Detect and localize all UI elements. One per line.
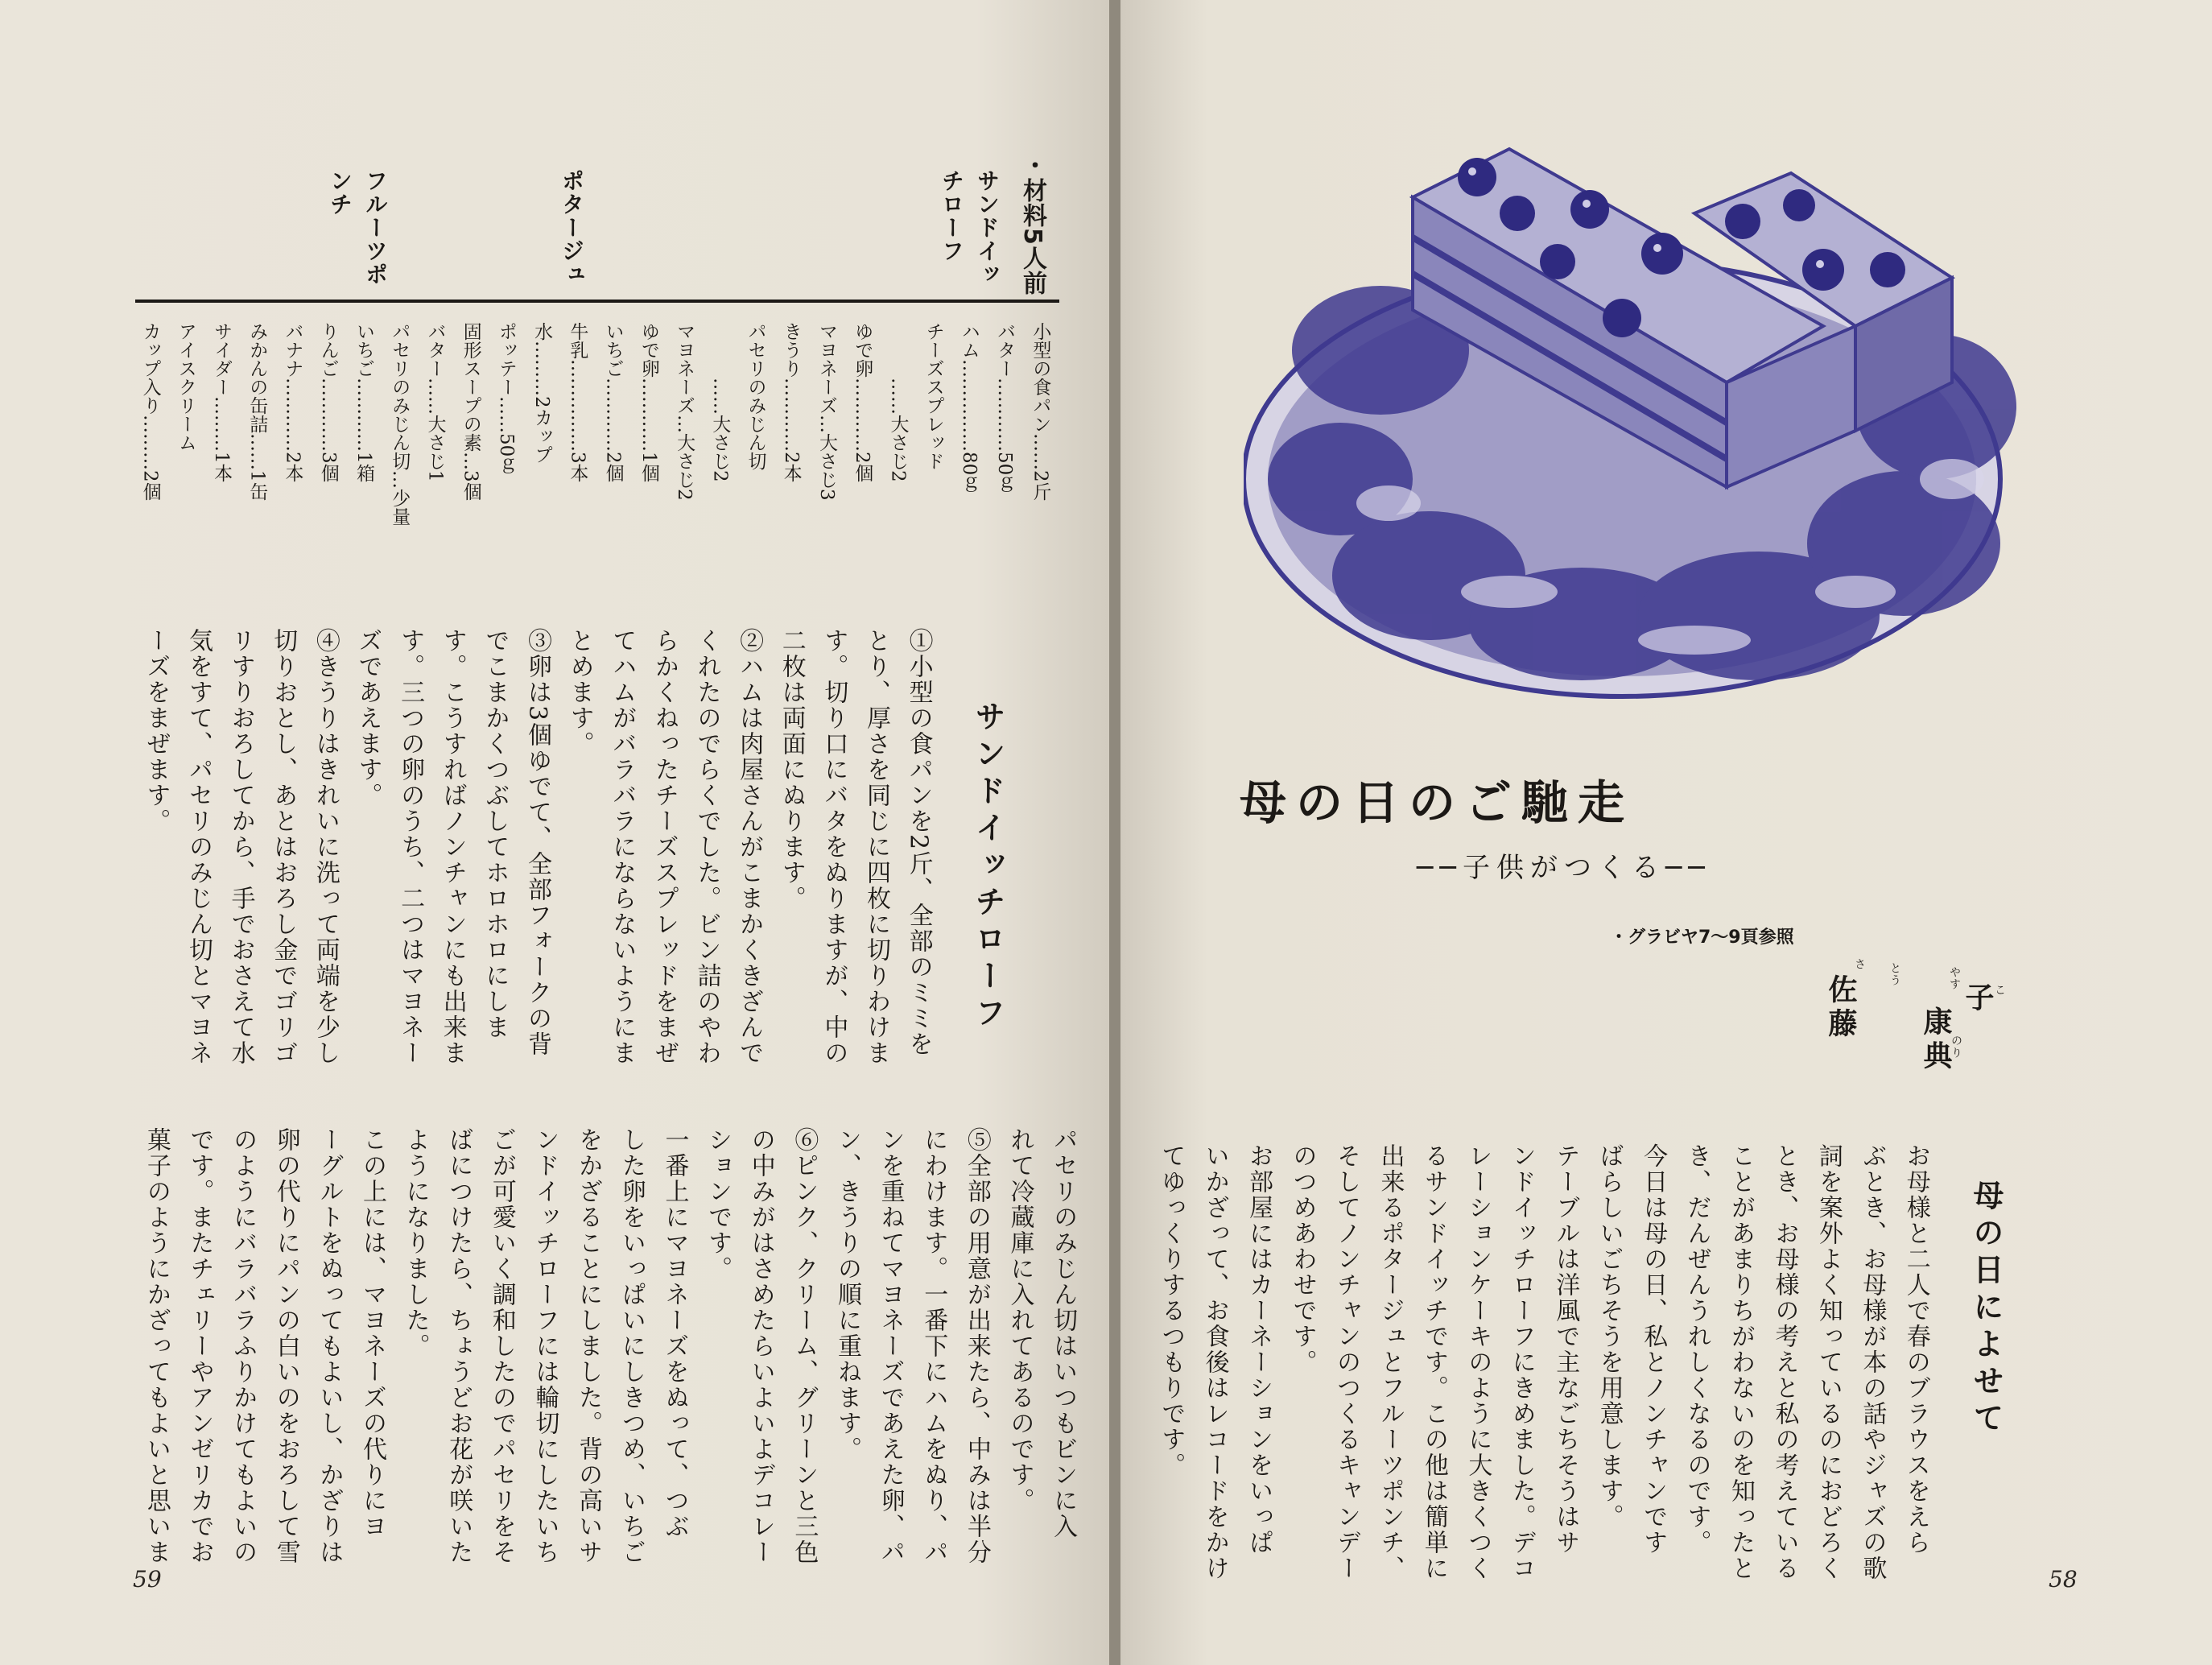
ingredient-line: りんご…………3個 [317,322,339,482]
essay-line: レーションケーキのように大きくつく [1463,1143,1492,1581]
ingredient-line: アイスクリーム [175,322,196,452]
article-title: 母の日のご馳走 [1240,775,1635,830]
book-gutter [1109,0,1120,1665]
recipe-line: です。またチェリーやアンゼリカでお [185,1127,214,1565]
recipe-line: てハムがバラバラにならないようにま [608,628,637,1066]
essay-line: そしてノンチャンのつくるキャンデー [1332,1143,1360,1581]
recipe-line: とめます。 [565,628,594,757]
recipe-line: とり、厚さを同じに四枚に切りわけま [862,628,891,1066]
sandwich-loaf-photo [1244,141,2049,704]
recipe-line: くれたのでらくでした。ビン詰のやわ [692,628,721,1066]
furigana-sa: さ [1853,958,1866,970]
recipe-line: ションです。 [704,1127,733,1282]
ingredient-line: ゆで卵…………1個 [638,322,659,482]
recipe-line: 卵の代りにパンの白いのをおろして雪 [271,1127,300,1565]
recipe-line: らかくねったチーズスプレッドをまぜ [650,628,679,1066]
ingredient-line: パセリのみじん切 [745,322,766,470]
essay-line: ンドイッチローフにきめました。デコ [1507,1143,1536,1581]
recipe-line: この上には、マヨネーズの代りにヨ [358,1127,386,1539]
essay-line: るサンドイッチです。この他は簡単に [1419,1143,1448,1581]
ingredient-line: バター……大さじ1 [424,322,446,482]
dish-name-sandwich-loaf: サンドイッチローフ [939,169,1001,286]
recipe-line: ⑤全部の用意が出来たら、中みは半分 [962,1127,991,1565]
essay-line: いかざって、お食後はレコードをかけ [1200,1143,1229,1581]
furigana-tou: とう [1888,962,1901,986]
essay-line: ことがあまりちがわないのを知ったと [1727,1143,1755,1581]
ingredient-line: ポッテー……50ｇ [495,322,517,476]
ingredients-rule [135,300,1059,303]
ingredient-line: みかんの缶詰……1缶 [246,322,268,501]
ingredient-line: ……大さじ2 [709,322,731,482]
essay-body [1143,1143,1932,1594]
ingredient-line: チーズスプレッド [922,322,944,470]
ingredient-line: 小型の食パン……2斤 [1030,322,1051,501]
recipe-line: ①小型の食パンを2斤、全部のミミを [904,628,933,1058]
essay-line: き、だんぜんうれしくなるのです。 [1682,1143,1711,1556]
ingredient-line: ハム……………80ｇ [958,322,980,494]
recipe-line: す。切り口にバタをぬりますが、中の [819,628,848,1066]
essay-line: 詞を案外よく知っているのにおどろく [1814,1143,1843,1581]
ingredient-line: きうり…………2本 [780,322,802,482]
recipe-line: ンドイッチローフには輪切にしたいち [530,1127,559,1565]
left-section-title: サンドイッチローフ [970,700,1005,1034]
recipe-line: ーグルトをぬってもよいし、かざりは [315,1127,344,1565]
author-given-name: 康典 [1919,1006,1953,1074]
dish-name-fruit-punch: フルーツポンチ [327,169,389,286]
ingredient-line: マヨネーズ…大さじ2 [674,322,695,501]
recipe-steps-upper [129,628,934,1095]
recipe-line: ⑥ピンク、クリーム、グリーンと三色 [790,1127,819,1565]
ingredient-line: 水………2カップ [531,322,553,464]
recipe-line: れて冷蔵庫に入れてあるのです。 [1005,1127,1034,1514]
recipe-line: のようにバラバラふりかけてもよいの [229,1127,258,1565]
essay-line: テーブルは洋風で主なごちそうはサ [1551,1143,1580,1556]
essay-line: ばらしいごちそうを用意します。 [1595,1143,1624,1530]
recipe-line: 気をすて、パセリのみじん切とマヨネ [184,628,213,1066]
recipe-line: の中みがはさめたらいよいよデコレー [746,1127,775,1565]
ingredient-line: ……大さじ2 [887,322,909,482]
author-child-name: 子 [1961,982,1995,1012]
ingredient-line: パセリのみじん切…少量 [389,322,411,526]
ingredients-list [129,322,1054,588]
recipe-line: ごが可愛いく調和したのでパセリをそ [487,1127,516,1565]
recipe-line: ン、きうりの順に重ねます。 [833,1127,861,1462]
essay-line: 今日は母の日、私とノンチャンです [1639,1143,1668,1556]
essay-line: 出来るポタージュとフルーツポンチ、 [1376,1143,1405,1581]
recipe-line: す。こうすればノンチャンにも出来ま [438,628,467,1066]
essay-line: のつめあわせです。 [1288,1143,1317,1375]
recipe-line: ④きうりはきれいに洗って両端を少し [311,628,340,1066]
recipe-line: にわけます。一番下にハムをぬり、パ [919,1127,948,1565]
article-subtitle: ──子供がつくる── [1417,852,1711,884]
recipe-steps-lower [129,1127,1079,1586]
ingredient-line: バター…………50ｇ [994,322,1016,494]
right-section-title: 母の日によせて [1968,1180,2004,1439]
gravure-reference: ・グラビヤ7〜9頁参照 [1610,928,1794,948]
ingredient-line: いちご…………1箱 [353,322,374,482]
recipe-line: 切りおとし、あとはおろし金でゴリゴ [269,628,298,1066]
essay-line: ぶとき、お母様が本の話やジャズの歌 [1858,1143,1887,1581]
recipe-line: ②ハムは肉屋さんがこまかくきざんで [735,628,764,1066]
furigana-nori: のり [1950,1035,1962,1059]
essay-line: てゆっくりするつもりです。 [1157,1143,1186,1478]
recipe-line: ンを重ねてマヨネーズであえた卵、パ [876,1127,905,1565]
recipe-line: パセリのみじん切はいつもビンに入 [1049,1127,1078,1539]
ingredients-header: ・材料5人前 [1018,153,1046,295]
dish-name-potage: ポタージュ [559,169,585,286]
ingredient-line: ゆで卵…………2個 [852,322,873,482]
ingredient-line: 固形スープの素…3個 [460,322,481,501]
recipe-line: 一番上にマヨネーズをぬって、つぶ [660,1127,689,1539]
ingredient-line: マヨネーズ…大さじ3 [816,322,837,501]
furigana-yasu: やす [1948,966,1961,990]
recipe-line: 二枚は両面にぬります。 [777,628,806,911]
essay-line: お部屋にはカーネーションをいっぱ [1244,1143,1273,1556]
ingredient-line: いちご…………2個 [602,322,624,482]
recipe-line: ようになりました。 [401,1127,430,1359]
essay-line: お母様と二人で春のブラウスをえら [1901,1143,1930,1556]
recipe-line: した卵をいっぱいにしきつめ、いちご [617,1127,646,1565]
recipe-line: ばにつけたら、ちょうどお花が咲いた [444,1127,473,1565]
recipe-line: でこまかくつぶしてホロホロにしま [481,628,510,1040]
recipe-line: 菓子のようにかざってもよいと思いま [142,1127,171,1565]
recipe-line: リすりおろしてから、手でおさえて水 [226,628,255,1066]
recipe-line: ズであえます。 [353,628,382,808]
recipe-line: をかざることにしました。背の高いサ [574,1127,603,1565]
ingredient-line: カップ入り………2個 [139,322,161,501]
recipe-line: ーズをまぜます。 [142,628,171,834]
author-family-name: 佐藤 [1824,974,1858,1042]
ingredient-line: バナナ…………2本 [282,322,303,482]
ingredient-line: 牛乳……………3本 [567,322,588,482]
ingredient-line: サイダー………1本 [211,322,233,482]
left-page-number: 59 [133,1566,162,1593]
recipe-line: ③卵は3個ゆでて、全部フォークの背 [523,628,551,1058]
right-page-number: 58 [2049,1566,2078,1593]
recipe-line: す。三つの卵のうち、二つはマヨネー [396,628,425,1066]
furigana-ko: こ [1993,984,2006,996]
essay-line: とき、お母様の考えと私の考えている [1770,1143,1799,1581]
